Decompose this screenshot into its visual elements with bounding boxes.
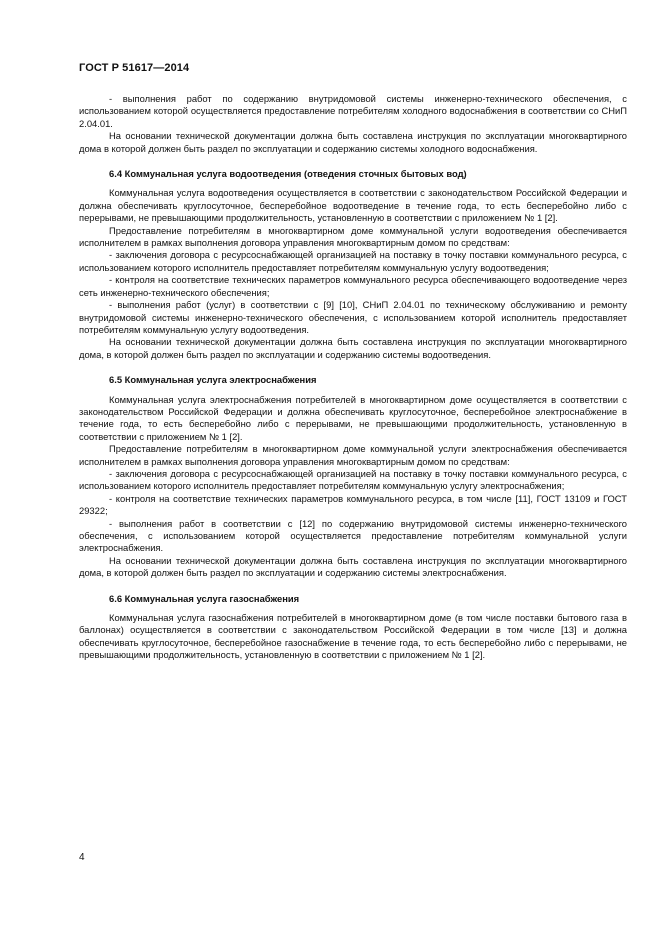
list-item: - выполнения работ в соответствии с [12] по содержанию внутридомовой системы инженерно-технического обеспечения, с использованием которой осуществляется предоставление потребителям коммунальной услуги электроснабжения. [79,517,627,554]
paragraph: Коммунальная услуга водоотведения осуществляется в соответствии с законодательством Российской Федерации и должна обеспечивать круглосуточное, бесперебойное водоотведение в течение года, то есть бесперебойно либо с перерывами, не превышающими продолжительность, установленную в соответствии с приложением № 1 [2]. [79,187,627,224]
list-item: - выполнения работ (услуг) в соответствии с [9] [10], СНиП 2.04.01 по техническому обслуживанию и ремонту внутридомовой системы инженерно-технического обеспечения, с использованием которой исполнитель предоставляет потребителям коммунальную услугу водоотведения. [79,299,627,335]
list-item: - контроля на соответствие технических параметров коммунального ресурса, в том числе [11], ГОСТ 13109 и ГОСТ 29322; [79,492,627,517]
list-item: - заключения договора с ресурсоснабжающей организацией на поставку в точку поставки коммунального ресурса, с использованием которого исполнитель предоставляет потребителям коммунальную услугу электроснабжения; [79,467,627,492]
paragraph: На основании технической документации должна быть составлена инструкция по эксплуатации многоквартирного дома, в которой должен быть раздел по эксплуатации и содержанию системы электроснабжения. [79,554,627,579]
paragraph: Коммунальная услуга электроснабжения потребителей в многоквартирном доме осуществляется в соответствии с законодательством Российской Федерации и должна обеспечивать круглосуточное, бесперебойное электроснабжение в течение года, то есть бесперебойно либо с перерывами, не превышающими продолжительность, установленную в соответствии с приложением № 1 [2]. [79,393,627,442]
list-item: - заключения договора с ресурсоснабжающей организацией на поставку в точку поставки коммунального ресурса, с использованием которого исполнитель предоставляет потребителям коммунальную услугу водоотведения; [79,249,627,273]
section-heading-6-6: 6.6 Коммунальная услуга газоснабжения [109,592,300,604]
section-heading-6-5: 6.5 Коммунальная услуга электроснабжения [109,374,317,386]
paragraph: - выполнения работ по содержанию внутридомовой системы инженерно-технического обеспечения, с использованием которой осуществляется предоставление потребителям холодного водоснабжения в соответствии со СНиП 2.04.01. [79,93,627,129]
document-body [79,93,627,662]
paragraph: Предоставление потребителям в многоквартирном доме коммунальной услуги электроснабжения обеспечивается исполнителем в рамках выполнения договора управления многоквартирным домом по средствам: [79,443,627,467]
paragraph: Коммунальная услуга газоснабжения потребителей в многоквартирном доме (в том числе поставки бытового газа в баллонах) осуществляется в соответствии с законодательством Российской Федерации в том числе [13] и должна обеспечивать круглосуточное, бесперебойное газоснабжение в течение года, то есть бесперебойно либо с перерывами, не превышающими продолжительность, установленную в соответствии с приложением № 1 [2]. [79,612,627,661]
section-heading-6-4: 6.4 Коммунальная услуга водоотведения (отведения сточных бытовых вод) [109,168,467,180]
paragraph: На основании технической документации должна быть составлена инструкция по эксплуатации многоквартирного дома, в которой должен быть раздел по эксплуатации и содержанию системы водоотведения. [79,336,627,360]
paragraph: На основании технической документации должна быть составлена инструкция по эксплуатации многоквартирного дома в которой должен быть раздел по эксплуатации и содержанию системы холодного водоснабжения. [79,130,627,154]
paragraph: Предоставление потребителям в многоквартирном доме коммунальной услуги водоотведения обеспечивается исполнителем в рамках выполнения договора управления многоквартирным домом по средствам: [79,224,627,249]
list-item: - контроля на соответствие технических параметров коммунального ресурса обеспечивающего водоотведение через сеть инженерно-технического обеспечения; [79,274,627,298]
standard-header: ГОСТ Р 51617—2014 [79,62,190,74]
page-number: 4 [79,852,85,863]
